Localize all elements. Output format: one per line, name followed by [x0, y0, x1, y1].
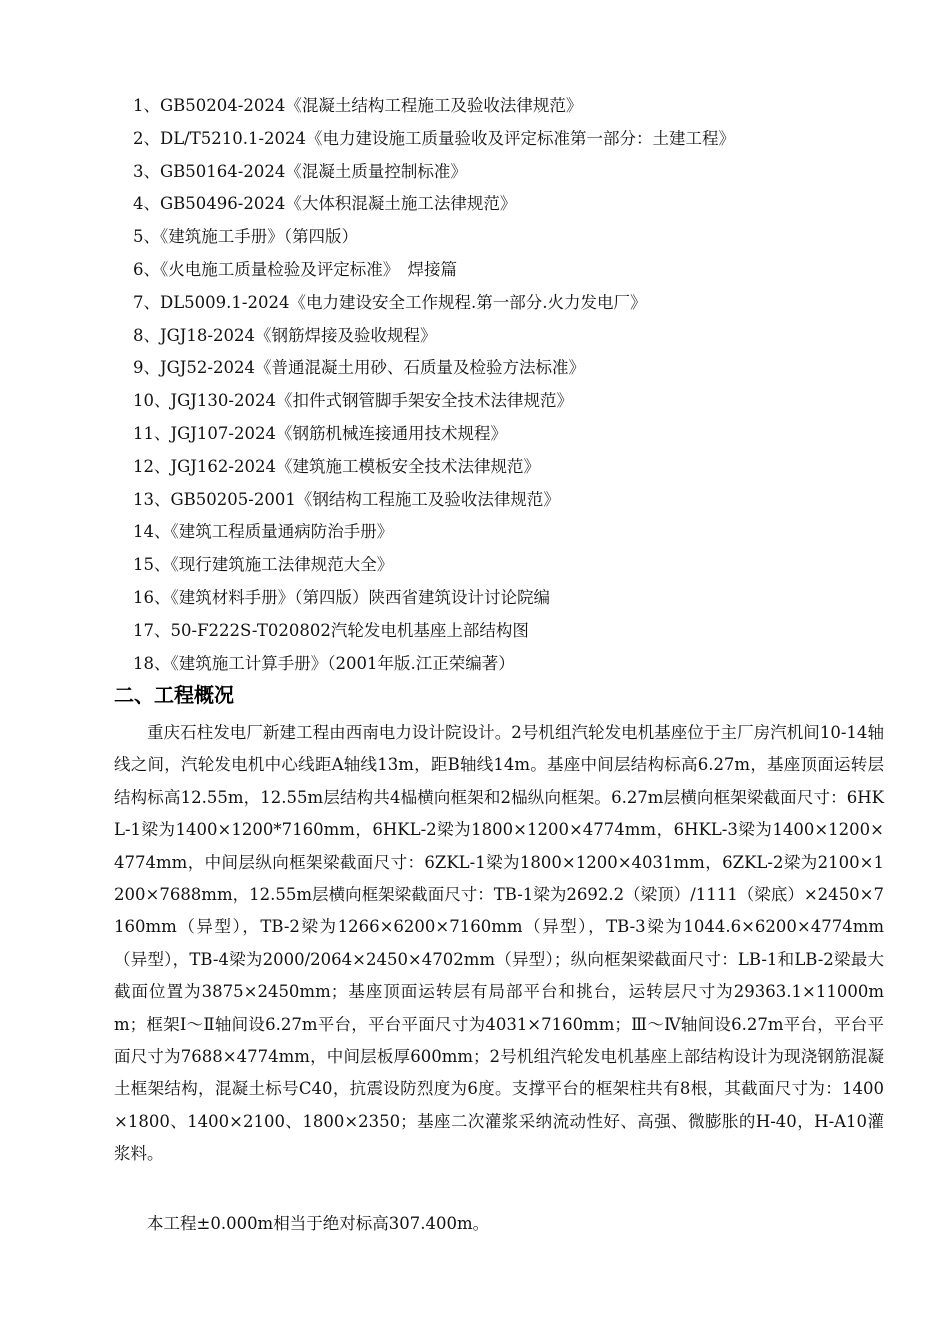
elevation-note-paragraph: 本工程±0.000m相当于绝对标高307.400m。	[147, 1214, 490, 1233]
reference-item: 15、《现行建筑施工法律规范大全》	[133, 555, 394, 575]
reference-item: 3、GB50164-2024《混凝土质量控制标准》	[133, 161, 467, 181]
reference-item: 11、JGJ107-2024《钢筋机械连接通用技术规程》	[133, 423, 507, 443]
reference-item: 18、《建筑施工计算手册》（2001年版.江正荣编著）	[133, 653, 515, 673]
reference-item: 12、JGJ162-2024《建筑施工模板安全技术法律规范》	[133, 456, 540, 476]
reference-item: 9、JGJ52-2024《普通混凝土用砂、石质量及检验方法标准》	[133, 358, 585, 378]
reference-item: 17、50-F222S-T020802汽轮发电机基座上部结构图	[133, 620, 529, 640]
reference-item: 5、《建筑施工手册》（第四版）	[133, 227, 358, 247]
section-heading: 二、工程概况	[114, 683, 234, 707]
reference-item: 6、《火电施工质量检验及评定标准》 焊接篇	[133, 259, 457, 279]
reference-item: 7、DL5009.1-2024《电力建设安全工作规程.第一部分.火力发电厂》	[133, 292, 647, 312]
reference-item: 1、GB50204-2024《混凝土结构工程施工及验收法律规范》	[133, 96, 583, 115]
reference-item: 8、JGJ18-2024《钢筋焊接及验收规程》	[133, 325, 437, 345]
project-overview-paragraph: 重庆石柱发电厂新建工程由西南电力设计院设计。2号机组汽轮发电机基座位于主厂房汽机间10-14轴线之间，汽轮发电机中心线距A轴线13m，距B轴线14m。基座中间层结构标高6.27m，基座顶面运转层结构标高12.55m，12.55m层结构共4榀横向框架和2榀纵向框架。6.27m层横向框架梁截面尺寸：6HKL-1梁为1400×1200*7160mm，6HKL-2梁为1800×1200×4774mm，6HKL-3梁为1400×1200×4774mm，中间层纵向框架梁截面尺寸：6ZKL-1梁为1800×1200×4031mm，6ZKL-2梁为2100×1200×7688mm，12.55m层横向框架梁截面尺寸：TB-1梁为2692.2（梁顶）/1111（梁底）×2450×7160mm（异型），TB-2梁为1266×6200×7160mm（异型），TB-3梁为1044.6×6200×4774mm（异型），TB-4梁为2000/2064×2450×4702mm（异型）；纵向框架梁截面尺寸：LB-1和LB-2梁最大截面位置为3875×2450mm；基座顶面运转层有局部平台和挑台，运转层尺寸为29363.1×11000mm；框架Ⅰ～Ⅱ轴间设6.27m平台，平台平面尺寸为4031×7160mm；Ⅲ～Ⅳ轴间设6.27m平台，平台平面尺寸为7688×4774mm，中间层板厚600mm；2号机组汽轮发电机基座上部结构设计为现浇钢筋混凝土框架结构，混凝土标号C40，抗震设防烈度为6度。支撑平台的框架柱共有8根，其截面尺寸为：1400×1800、1400×2100、1800×2350；基座二次灌浆采纳流动性好、高强、微膨胀的H-40，H-A10灌浆料。	[114, 723, 884, 1164]
reference-list	[133, 90, 893, 680]
reference-item: 10、JGJ130-2024《扣件式钢管脚手架安全技术法律规范》	[133, 391, 573, 411]
reference-item: 2、DL/T5210.1-2024《电力建设施工质量验收及评定标准第一部分：土建工程》	[133, 128, 736, 148]
reference-item: 14、《建筑工程质量通病防治手册》	[133, 522, 394, 542]
reference-item: 4、GB50496-2024《大体积混凝土施工法律规范》	[133, 194, 517, 214]
reference-item: 16、《建筑材料手册》（第四版）陕西省建筑设计讨论院编	[133, 587, 550, 607]
reference-item: 13、GB50205-2001《钢结构工程施工及验收法律规范》	[133, 489, 560, 509]
